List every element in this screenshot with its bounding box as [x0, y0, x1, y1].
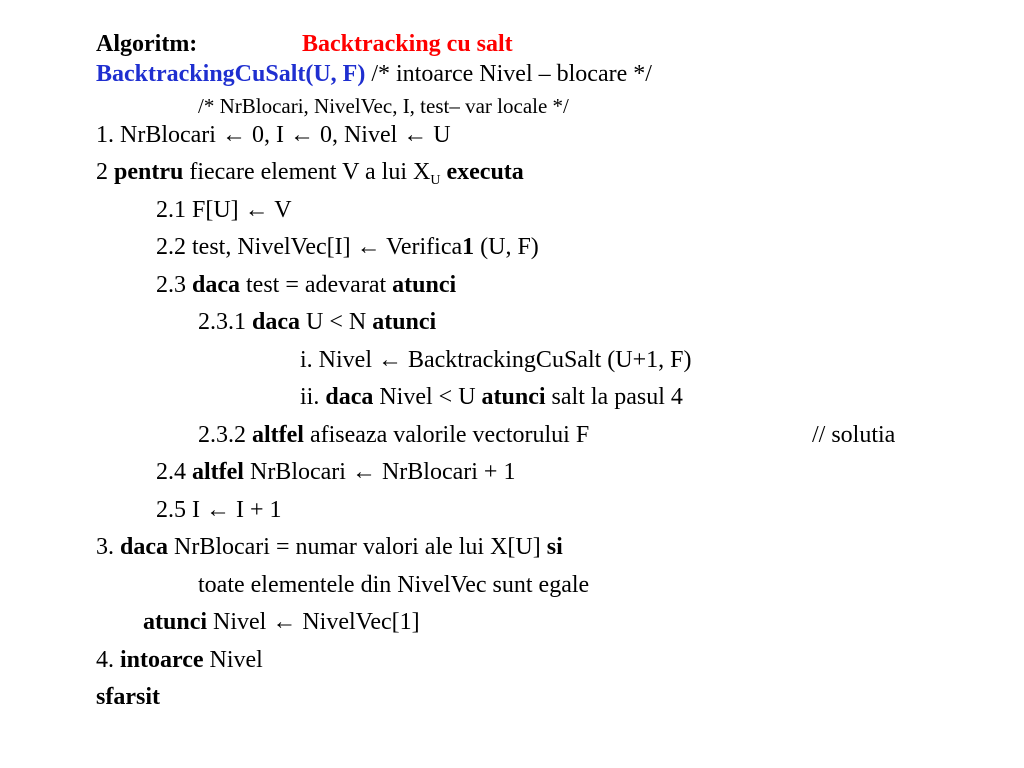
- step-number: 2.3: [156, 272, 192, 298]
- step-2-3-2: [198, 421, 589, 449]
- algorithm-label: Algoritm:: [96, 31, 198, 57]
- algorithm-title-line: [96, 30, 513, 58]
- keyword: daca: [120, 534, 168, 560]
- step-text: U < N: [300, 309, 373, 335]
- step-3-then: [143, 608, 420, 636]
- end-keyword: sfarsit: [96, 684, 160, 710]
- step-number: ii.: [300, 384, 326, 410]
- step-1: 1. NrBlocari ← 0, I ← 0, Nivel ← U: [96, 122, 451, 148]
- keyword: executa: [440, 159, 524, 185]
- keyword: intoarce: [120, 647, 204, 673]
- keyword: atunci: [392, 272, 457, 298]
- keyword: altfel: [192, 459, 244, 485]
- step-number: 2.3.1: [198, 309, 252, 335]
- step-2-1: 2.1 F[U] ← V: [156, 197, 292, 223]
- algorithm-name: Backtracking cu salt: [302, 31, 513, 57]
- step-number: 2.3.2: [198, 422, 252, 448]
- step-2-3-1-i: i. Nivel ← BacktrackingCuSalt (U+1, F): [300, 347, 692, 373]
- keyword: daca: [325, 384, 374, 410]
- step-text: fiecare element V a lui X: [183, 159, 431, 185]
- step-text: NrBlocari = numar valori ale lui X[U]: [168, 534, 547, 560]
- step-text: test = adevarat: [240, 272, 393, 298]
- step-text: Nivel: [203, 647, 263, 673]
- step-3-continuation: toate elementele din NivelVec sunt egale: [198, 572, 590, 598]
- keyword: atunci: [481, 384, 546, 410]
- step-2-3-1-ii: [300, 383, 683, 411]
- step-3: [96, 533, 563, 561]
- keyword: altfel: [252, 422, 304, 448]
- step-2-3-1: [198, 308, 436, 336]
- step-text: 2.2 test, NivelVec[I] ← Verifica: [156, 234, 463, 260]
- step-text: NrBlocari ← NrBlocari + 1: [243, 459, 516, 485]
- step-4: [96, 646, 263, 674]
- step-number: 2.4: [156, 459, 192, 485]
- keyword: si: [546, 534, 563, 560]
- step-number: 4.: [96, 647, 120, 673]
- return-comment: /* intoarce Nivel – blocare */: [365, 61, 652, 87]
- subscript: U: [430, 173, 441, 188]
- step-number: 3.: [96, 534, 120, 560]
- step-text: salt la pasul 4: [545, 384, 683, 410]
- step-2-4: [156, 458, 515, 486]
- locals-comment: /* NrBlocari, NivelVec, I, test– var locale */: [198, 94, 569, 118]
- step-number: 2: [96, 159, 114, 185]
- step-2-2: [156, 233, 539, 261]
- function-signature: BacktrackingCuSalt(U, F): [96, 61, 366, 87]
- keyword: pentru: [114, 159, 184, 185]
- solution-comment: // solutia: [812, 422, 896, 448]
- step-text: Nivel ← NivelVec[1]: [207, 609, 420, 635]
- signature-line: [96, 60, 652, 88]
- step-text: (U, F): [474, 234, 539, 260]
- step-2-5: 2.5 I ← I + 1: [156, 497, 282, 523]
- keyword: daca: [252, 309, 300, 335]
- step-2-3: [156, 271, 456, 299]
- keyword: daca: [192, 272, 240, 298]
- step-2: [96, 158, 524, 195]
- keyword: atunci: [143, 609, 208, 635]
- keyword: atunci: [372, 309, 437, 335]
- bold-suffix: 1: [462, 234, 475, 260]
- step-text: Nivel < U: [373, 384, 482, 410]
- step-text: afiseaza valorile vectorului F: [303, 422, 590, 448]
